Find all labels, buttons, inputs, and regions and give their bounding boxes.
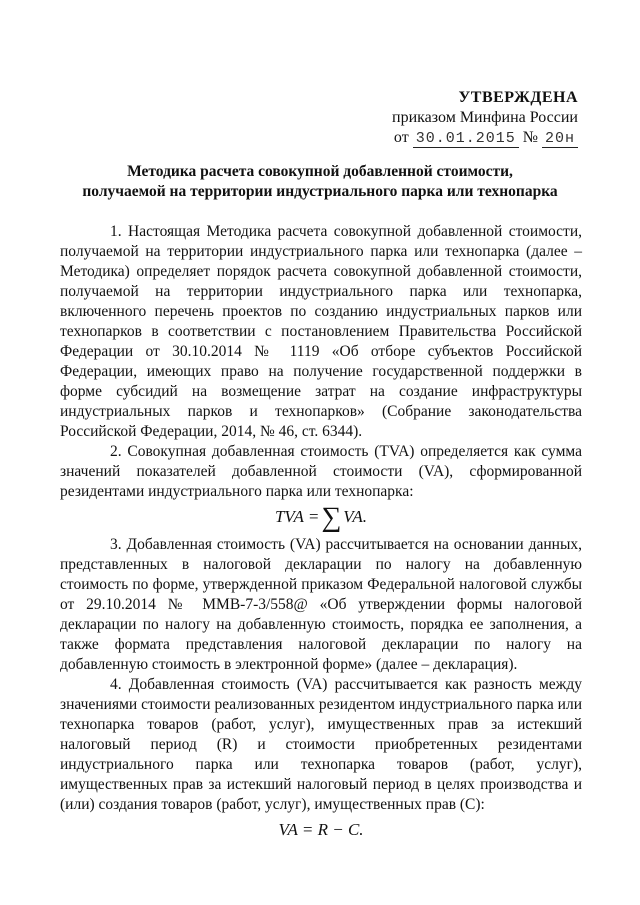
date-prefix: от bbox=[393, 129, 409, 146]
number-prefix: № bbox=[522, 129, 538, 146]
paragraph-1: 1. Настоящая Методика расчета совокупной добавленной стоимости, получаемой на территории индустриального парка или технопарка (далее – Методика) определяет порядок расчета совокупной добавленной стоимости, получаемой на территории индустриального парка или технопарка, включенного перечень проектов по созданию индустриальных парков или технопарков в соответствии с постановлением Правительства Российской Федерации от 30.10.2014 № 1119 «Об отборе субъектов Российской Федерации, имеющих право на получение государственной поддержки в форме субсидий на возмещение затрат на создание инфраструктуры индустриальных парков и технопарков» (Собрание законодательства Российской Федерации, 2014, № 46, ст. 6344). bbox=[60, 223, 582, 440]
paragraph-2: 2. Совокупная добавленная стоимость (TVA) определяется как сумма значений показателей добавленной стоимости (VA), сформированной резидентами индустриального парка или технопарка: bbox=[60, 443, 582, 500]
approval-stamp bbox=[368, 88, 578, 149]
formula-tva bbox=[60, 504, 582, 531]
approval-date: 30.01.2015 bbox=[413, 130, 519, 148]
approval-heading: УТВЕРЖДЕНА bbox=[458, 89, 578, 106]
title-line-2: получаемой на территории индустриального парка или технопарка bbox=[82, 183, 558, 200]
formula-tva-right: VA. bbox=[343, 507, 368, 526]
approval-order: приказом Минфина России bbox=[392, 109, 578, 126]
formula-tva-left: TVA = bbox=[274, 507, 320, 526]
title-line-1: Методика расчета совокупной добавленной стоимости, bbox=[127, 163, 513, 180]
document-title bbox=[60, 162, 580, 202]
paragraph-3: 3. Добавленная стоимость (VA) рассчитывается на основании данных, представленных в налоговой декларации по налогу на добавленную стоимость по форме, утвержденной приказом Федеральной налоговой службы от 29.10.2014 № ММВ-7-3/558@ «Об утверждении формы налоговой декларации по налогу на добавленную стоимость, порядка ее заполнения, а также формата представления налоговой декларации по налогу на добавленную стоимость в электронной форме» (далее – декларация). bbox=[60, 536, 582, 673]
document-body bbox=[60, 222, 582, 847]
paragraph-4: 4. Добавленная стоимость (VA) рассчитывается как разность между значениями стоимости реализованных резидентом индустриального парка или технопарка товаров (работ, услуг), имущественных прав за истекший налоговый период (R) и стоимости приобретенных резидентами индустриального парка или технопарка товаров (работ, услуг), имущественных прав за истекший налоговый период в целях производства и (или) создания товаров (работ, услуг), имущественных прав (С): bbox=[60, 676, 582, 813]
formula-va: VA = R − C. bbox=[278, 820, 364, 839]
approval-number: 20н bbox=[542, 130, 578, 148]
sigma-symbol: ∑ bbox=[321, 502, 342, 533]
approval-date-line bbox=[368, 128, 578, 149]
